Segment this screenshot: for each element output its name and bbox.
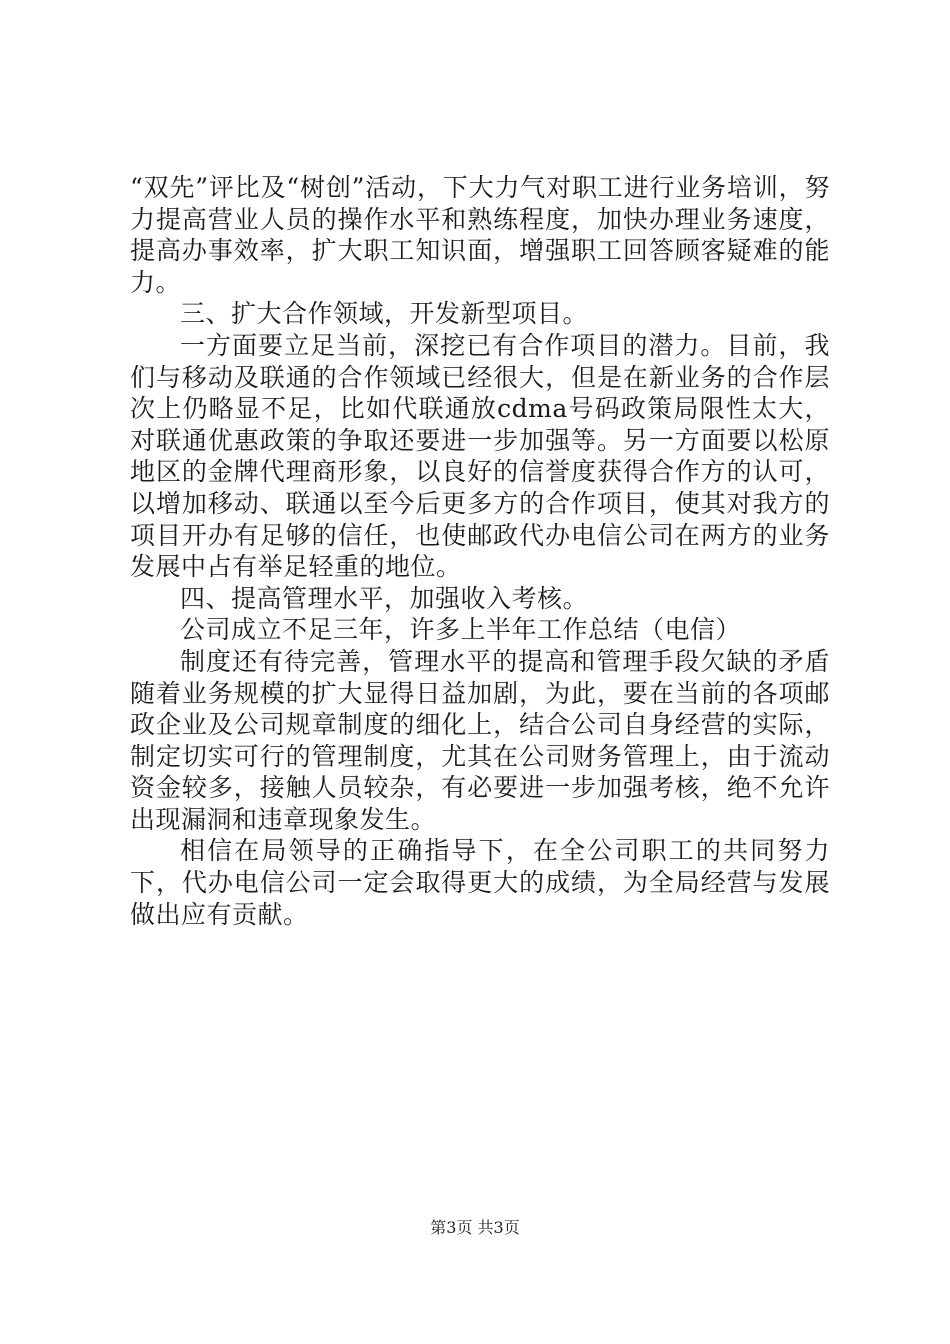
paragraph: 一方面要立足当前，深挖已有合作项目的潜力。目前，我们与移动及联通的合作领域已经很大，但是在新业务的合作层次上仍略显不足，比如代联通放cdma号码政策局限性太大，对联通优惠政策的争取还要进一步加强等。另一方面要以松原地区的金牌代理商形象，以良好的信誉度获得合作方的认可，以增加移动、联通以至今后更多方的合作项目，使其对我方的项目开办有足够的信任，也使邮政代办电信公司在两方的业务发展中占有举足轻重的地位。 <box>130 330 830 582</box>
paragraph: 相信在局领导的正确指导下，在全公司职工的共同努力下，代办电信公司一定会取得更大的成绩，为全局经营与发展做出应有贡献。 <box>130 836 830 929</box>
paragraph: 制度还有待完善，管理水平的提高和管理手段欠缺的矛盾随着业务规模的扩大显得日益加剧，为此，要在当前的各项邮政企业及公司规章制度的细化上，结合公司自身经营的实际，制定切实可行的管理制度，尤其在公司财务管理上，由于流动资金较多，接触人员较杂，有必要进一步加强考核，绝不允许出现漏洞和违章现象发生。 <box>130 646 830 834</box>
section-heading: 四、提高管理水平，加强收入考核。 <box>180 583 589 613</box>
paragraph: 公司成立不足三年，许多上半年工作总结（电信） <box>180 615 742 645</box>
paragraph: “双先”评比及“树创”活动，下大力气对职工进行业务培训，努力提高营业人员的操作水平和熟练程度，加快办理业务速度，提高办事效率，扩大职工知识面，增强职工回答顾客疑难的能力。 <box>130 173 830 297</box>
page-number-footer: 第3页 共3页 <box>430 1218 520 1237</box>
document-body <box>130 172 830 930</box>
section-heading: 三、扩大合作领域，开发新型项目。 <box>180 299 589 329</box>
